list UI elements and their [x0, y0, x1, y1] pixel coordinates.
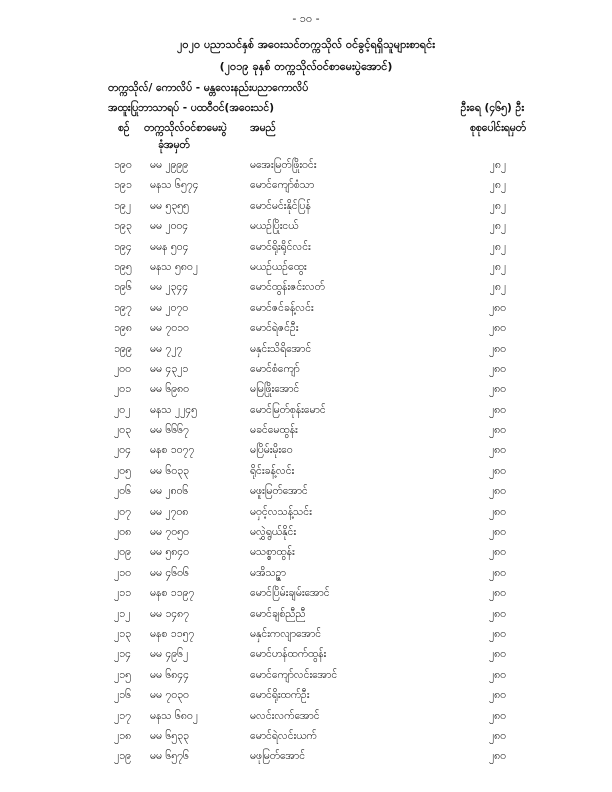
table-row — [0, 421, 612, 441]
total-marks: ၂၈၂ — [489, 281, 506, 294]
roll-number: မမ ၆၉၈၀ — [150, 383, 190, 396]
roll-number: မမ ၇၀၅၀ — [150, 526, 189, 539]
table-row — [0, 482, 612, 502]
total-marks: ၂၈၂ — [489, 240, 506, 253]
table-row — [0, 380, 612, 400]
column-header-roll: တက္ကသိုလ်ဝင်စာမေးပွဲ — [144, 122, 227, 134]
student-name: မနှင်းကလျာအောင် — [250, 627, 322, 640]
roll-number: မမ ၄၃၂၁ — [150, 362, 189, 375]
roll-number: မနစ ၁၁၉၇ — [150, 587, 195, 600]
roll-number: မမ ၇၂၇ — [150, 342, 183, 355]
table-row — [0, 462, 612, 482]
table-row — [0, 564, 612, 584]
total-marks: ၂၈၀ — [488, 587, 506, 600]
table-row — [0, 625, 612, 645]
roll-number: မမ ၂၉၉၉ — [150, 159, 189, 171]
roll-number: မမ ၆၅၇၆ — [150, 750, 189, 763]
row-number: ၁၉၄ — [114, 240, 132, 253]
total-marks: ၂၈၂ — [489, 179, 506, 192]
table-row — [0, 605, 612, 625]
row-number: ၁၉၀ — [114, 159, 132, 171]
table-row — [0, 523, 612, 543]
total-marks: ၂၈၀ — [488, 668, 506, 681]
table-row — [0, 401, 612, 421]
roll-number: မနသ ၅၈၀၂ — [150, 260, 198, 273]
roll-number: မမ ၆၀၃၃ — [150, 464, 189, 477]
row-number: ၂၁၂ — [114, 607, 131, 620]
table-row — [0, 543, 612, 563]
total-marks: ၂၈၀ — [488, 485, 506, 498]
total-marks: ၂၈၀ — [488, 383, 506, 396]
student-name: မောင်ပြိမ်းချမ်းအောင် — [250, 587, 330, 600]
total-marks: ၂၈၀ — [488, 403, 506, 416]
student-name: မောင်ရိုးထက်ဦး — [250, 689, 310, 702]
total-marks: ၂၈၀ — [488, 750, 506, 763]
total-marks: ၂၈၀ — [488, 689, 506, 702]
student-name: မအိသဉ္ဇာ — [250, 566, 286, 579]
roll-number: မမ ၆၆၆၇ — [150, 424, 189, 437]
row-number: ၁၉၁ — [114, 179, 132, 192]
total-marks: ၂၈၀ — [488, 464, 506, 477]
student-name: မောင်စံကျော် — [250, 362, 300, 375]
roll-number: မမန ၅၀၄ — [150, 240, 189, 253]
student-name: မနှင်းသိရိအောင် — [250, 342, 312, 355]
row-number: ၁၉၆ — [114, 281, 132, 294]
total-marks: ၂၈၂ — [489, 260, 506, 273]
row-number: ၂၀၂ — [114, 403, 131, 416]
roll-number: မမ ၅၈၄၀ — [150, 546, 190, 559]
roll-number: မမ ၄၆၀၆ — [150, 566, 189, 579]
student-name: မောင်ထွန်းဇင်းလတ် — [250, 281, 325, 294]
roll-number: မမ ၂၃၄၄ — [150, 281, 189, 294]
row-number: ၂၀၅ — [114, 464, 131, 477]
roll-number: မမ ၅၃၅၅ — [150, 199, 189, 212]
student-name: မအေးမြတ်ဖြိုးဝင်း — [250, 159, 317, 171]
table-row — [0, 686, 612, 706]
roll-number: မမ ၆၅၃၃ — [150, 729, 189, 742]
row-number: ၂၁၃ — [114, 627, 131, 640]
roll-number: မမ ၆၈၄၄ — [150, 668, 190, 681]
student-name: မောင်ဟန်ထက်ထွန်း — [250, 648, 327, 661]
row-number: ၁၉၂ — [114, 199, 131, 212]
row-number: ၂၁၆ — [114, 689, 131, 702]
table-row — [0, 156, 612, 176]
total-marks: ၂၈၀ — [488, 505, 506, 518]
table-row — [0, 217, 612, 237]
row-number: ၂၀၄ — [114, 444, 131, 457]
roll-number: မမ ၂၀၇၀ — [150, 301, 189, 314]
student-name: ရိုင်းခန့်လင်း — [250, 464, 295, 477]
total-marks: ၂၈၀ — [488, 648, 506, 661]
table-row — [0, 747, 612, 767]
roll-number: မနသ ၆၈၀၂ — [150, 709, 198, 722]
row-number: ၁၉၈ — [114, 322, 132, 335]
roll-number: မမ ၂၇၀၈ — [150, 505, 189, 518]
student-name: မောင်ရဲလင်းယက် — [250, 729, 317, 742]
table-row — [0, 360, 612, 380]
table-row — [0, 176, 612, 196]
table-row — [0, 441, 612, 461]
page-number: - ၁၀ - — [292, 12, 320, 25]
table-row — [0, 278, 612, 298]
student-name: မလွှဲရွယ်နိုင်း — [250, 526, 296, 539]
row-number: ၂၀၇ — [114, 505, 131, 518]
total-marks: ၂၈၀ — [488, 709, 506, 722]
document-subtitle: (၂၀၁၉ ခုနှစ် တက္ကသိုလ်ဝင်စာမေးပွဲအောင်) — [219, 60, 393, 73]
total-marks: ၂၈၀ — [488, 729, 506, 742]
row-number: ၂၀၆ — [114, 485, 131, 498]
row-number: ၁၉၇ — [114, 301, 132, 314]
row-number: ၂၁၈ — [114, 729, 132, 742]
row-number: ၂၁၅ — [114, 668, 131, 681]
row-number: ၁၉၅ — [114, 260, 132, 273]
student-name: မယဉ်ပြိုးငယ် — [250, 220, 299, 233]
total-marks: ၂၈၀ — [488, 424, 506, 437]
student-list — [0, 156, 612, 768]
total-marks: ၂၈၀ — [488, 342, 506, 355]
row-number: ၂၁၁ — [114, 587, 131, 600]
student-name: မောင်မြတ်စုန်းမောင် — [250, 403, 326, 416]
total-marks: ၂၈၀ — [488, 566, 506, 579]
table-row — [0, 666, 612, 686]
total-marks: ၂၈၂ — [489, 159, 506, 171]
roll-number: မမ ၄၉၆၂ — [150, 648, 189, 661]
roll-number: မမ ၇၀၁၀ — [150, 322, 189, 335]
student-name: မဝှင့်လသန့်သင်း — [250, 505, 312, 518]
student-name: မဖုမြတ်အောင် — [250, 750, 306, 763]
table-row — [0, 319, 612, 339]
total-marks: ၂၈၀ — [488, 362, 506, 375]
row-number: ၂၀၃ — [114, 424, 131, 437]
total-marks: ၂၈၀ — [488, 607, 506, 620]
column-header-total-marks: စုစုပေါင်းရမှတ် — [469, 122, 526, 134]
row-number: ၂၁၄ — [114, 648, 131, 661]
column-header-roll-number: ခုံအမှတ် — [158, 139, 190, 151]
student-name: မောင်ကျော်လင်းအောင် — [250, 668, 338, 681]
table-row — [0, 197, 612, 217]
table-row — [0, 258, 612, 278]
row-number: ၂၀၁ — [114, 383, 131, 396]
roll-number: မနစ ၁၁၅၇ — [150, 627, 195, 640]
student-name: မသစ္စာထွန်း — [250, 546, 295, 559]
roll-number: မမ ၁၄၈၇ — [150, 607, 190, 620]
table-row — [0, 503, 612, 523]
row-number: ၂၁၉ — [114, 750, 131, 763]
total-marks: ၂၈၀ — [488, 526, 506, 539]
student-name: မပြိမ်းမိုးဝေ — [250, 444, 293, 457]
roll-number: မမ ၂၈၀၆ — [150, 485, 189, 498]
row-number: ၂၁၀ — [114, 566, 131, 579]
table-row — [0, 727, 612, 747]
student-name: မလင်းလက်အောင် — [250, 709, 320, 722]
student-name: မခင်မေထွန်း — [250, 424, 298, 437]
table-row — [0, 299, 612, 319]
table-row — [0, 340, 612, 360]
row-number: ၁၉၃ — [114, 220, 132, 233]
total-marks: ၂၈၀ — [488, 627, 506, 640]
row-number: ၂၁၇ — [114, 709, 131, 722]
admission-count: ဦးရေ (၄၆၅) ဦး — [460, 102, 524, 114]
student-name: မောင်ရိုးရိုင်လင်း — [250, 240, 311, 253]
table-row — [0, 645, 612, 665]
roll-number: မမ ၂၀၀၄ — [150, 220, 189, 233]
table-row — [0, 707, 612, 727]
total-marks: ၂၈၀ — [488, 322, 506, 335]
student-name: မောင်မင်းနိုင်ပြန် — [250, 199, 311, 212]
student-name: မောင်ချစ်ညီညီ — [250, 607, 306, 620]
table-row — [0, 584, 612, 604]
university-line: တက္ကသိုလ်/ ကောလိပ် - မန္တလေးနည်းပညာကောလိပ် — [108, 82, 309, 94]
student-name: မဖူးမြတ်အောင် — [250, 485, 308, 498]
row-number: ၂၀၉ — [114, 546, 131, 559]
roll-number: မမ ၇၀၃၀ — [150, 689, 189, 702]
column-header-no: စဉ် — [118, 122, 130, 134]
student-name: မောင်ဇင်ခန့်လင်း — [250, 301, 314, 314]
total-marks: ၂၈၀ — [488, 301, 506, 314]
student-name: မမြဖြိုးအောင် — [250, 383, 300, 396]
roll-number: မနသ ၂၂၄၅ — [150, 403, 198, 416]
total-marks: ၂၈၀ — [488, 444, 506, 457]
row-number: ၂၀၀ — [114, 362, 131, 375]
roll-number: မနစ ၁၀၇၇ — [150, 444, 195, 457]
department-line: အထူးပြုဘာသာရပ် - ပထဝီဝင်(အဝေးသင်) — [108, 102, 275, 114]
column-header-name: အမည် — [250, 122, 276, 134]
table-row — [0, 238, 612, 258]
row-number: ၁၉၉ — [114, 342, 132, 355]
total-marks: ၂၈၀ — [488, 546, 506, 559]
roll-number: မနသ ၆၅၇၄ — [150, 179, 199, 192]
document-title: ၂၀၂၀ ပညာသင်နှစ် အဝေးသင်တက္ကသိုလ် ဝင်ခွင့်ရရှိသူများစာရင်း — [176, 38, 435, 51]
student-name: မောင်ရဲဇင်ဦး — [250, 322, 299, 335]
total-marks: ၂၈၂ — [489, 220, 506, 233]
total-marks: ၂၈၂ — [489, 199, 506, 212]
student-name: မောင်ကျော်စံသာ — [250, 179, 315, 192]
student-name: မယဉ်ယဉ်ထွေး — [250, 260, 307, 273]
row-number: ၂၀၈ — [114, 526, 132, 539]
